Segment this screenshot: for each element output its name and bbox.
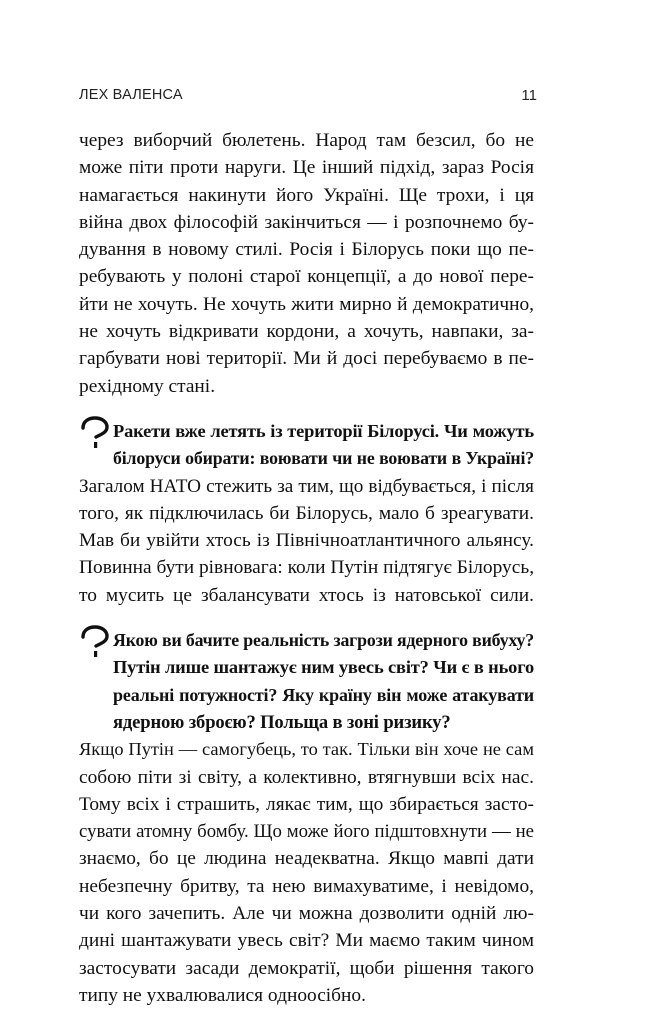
text-line: дині шантажувати увесь світ? Ми маємо таким чином <box>79 930 534 952</box>
text-line: через виборчий бюлетень. Народ там безсил, бо не <box>79 130 534 151</box>
answer-paragraph <box>79 473 534 609</box>
text-line: може піти проти наруги. Це інший підхід, зараз Росія <box>79 157 534 179</box>
text-line: гарбувати нові території. Ми й досі перебуваємо в пе- <box>79 348 534 370</box>
question-line: Ракети вже летять із території Білорусі. Чи можуть <box>113 420 534 441</box>
text-line: застосувати засади демократії, щоби рішення такого <box>79 957 534 979</box>
running-header-author: ЛЕХ ВАЛЕНСА <box>79 87 183 103</box>
question-paragraph <box>79 627 534 736</box>
text-line: рехідному стані. <box>79 375 216 397</box>
text-line: сувати атомну бомбу. Що може його підштовхнути — не <box>79 821 534 843</box>
text-line: дування в новому стилі. Росія і Білорусь поки що пе- <box>79 239 534 261</box>
text-line: небезпечну бритву, та нею вимахуватиме, і невідомо, <box>79 875 534 897</box>
text-line: Тому всіх і страшить, лякає тим, що збирається засто- <box>79 793 534 815</box>
question-line: білоруси обирати: воювати чи не воювати в Україні? <box>113 448 534 469</box>
answer-paragraph <box>79 736 534 1009</box>
text-line: то мусить це збалансувати хтось із натовської сили. <box>79 584 534 606</box>
question-mark-icon <box>79 416 109 450</box>
text-line: Мав би увійти хтось із Північноатлантичного альянсу. <box>79 530 534 552</box>
question-line: реальні потужності? Яку країну він може атакувати <box>113 684 534 705</box>
text-line: намагається накинути його Україні. Ще трохи, і ця <box>79 184 534 206</box>
answer-paragraph <box>79 127 534 400</box>
question-line: Путін лише шантажує ним увесь світ? Чи є в нього <box>113 657 534 678</box>
text-line: йти не хочуть. Не хочуть жити мирно й демократично, <box>79 293 534 315</box>
question-paragraph <box>79 418 534 473</box>
page-body <box>79 127 534 1009</box>
text-line: Повинна бути рівновага: коли Путін підтягує Білорусь, <box>79 557 535 579</box>
text-line: Якщо Путін — самогубець, то так. Тільки він хоче не сам <box>79 739 534 760</box>
text-line: того, як підключилась би Білорусь, мало б зреагувати. <box>79 502 534 524</box>
question-mark-icon <box>79 625 109 659</box>
text-line: типу не ухвалювалися одноосібно. <box>79 984 366 1006</box>
text-line: Загалом НАТО стежить за тим, що відбувається, і після <box>79 475 534 497</box>
text-line: ребувають у полоні старої концепції, а до нової пере- <box>79 266 534 288</box>
text-line: собою піти зі світу, а колективно, втягнувши всіх нас. <box>79 766 534 788</box>
question-line: ядерною зброєю? Польща в зоні ризику? <box>113 711 451 733</box>
text-line: не хочуть відкривати кордони, а хочуть, навпаки, за- <box>79 321 534 343</box>
question-line: Якою ви бачите реальність загрози ядерного вибуху? <box>113 630 535 651</box>
page-number: 11 <box>521 87 537 104</box>
text-line: знаємо, бо це людина неадекватна. Якщо мавпі дати <box>79 848 534 870</box>
running-header <box>79 87 537 107</box>
text-line: війна двох філософій закінчиться — і розпочнемо бу- <box>79 211 534 233</box>
text-line: чи кого зачепить. Але чи можна дозволити одній лю- <box>79 903 534 925</box>
